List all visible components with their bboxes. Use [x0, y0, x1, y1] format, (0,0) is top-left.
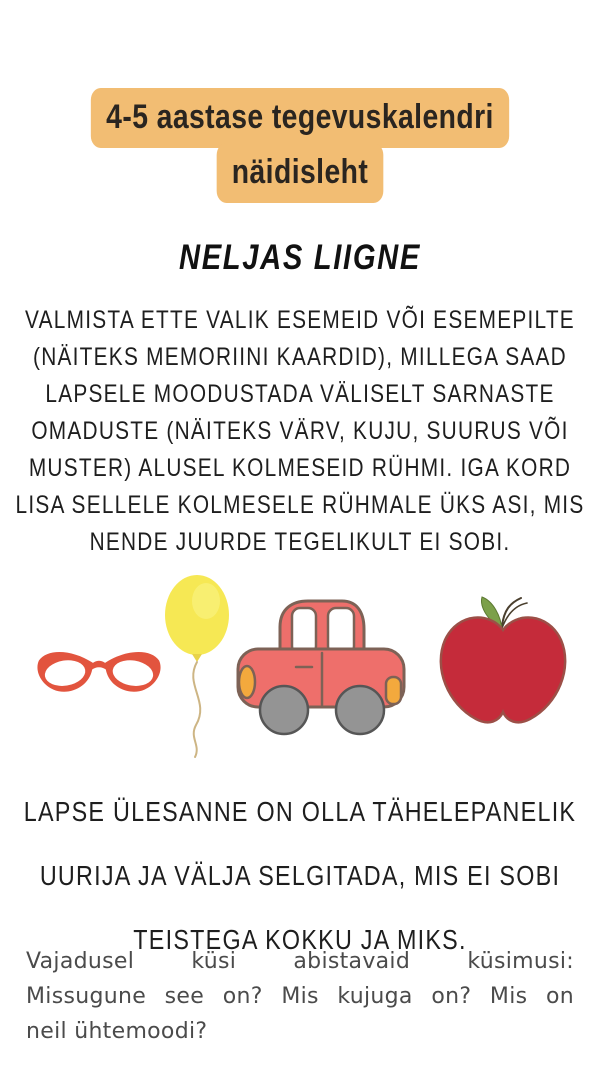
title-row-1 [0, 88, 600, 149]
intro-line-4: OMADUSTE (NÄITEKS VÄRV, KUJU, SUURUS VÕI [31, 417, 569, 445]
glasses-svg [36, 644, 162, 708]
title-line-2: näidisleht [217, 143, 383, 203]
title-row-2 [0, 143, 600, 204]
footer-line-2: Missugune see on? Mis kujuga on? Mis on [26, 984, 574, 1009]
intro-line-7: NENDE JUURDE TEGELIKULT EI SOBI. [89, 528, 511, 556]
glasses-image [36, 644, 162, 708]
page-title [0, 88, 600, 204]
intro-paragraph [0, 302, 600, 561]
task-line-3: TEISTEGA KOKKU JA MIKS. [133, 924, 467, 955]
apple-image [428, 596, 578, 736]
intro-line-5: MUSTER) ALUSEL KOLMESEID RÜHMI. IGA KORD [28, 454, 572, 482]
balloon-image [156, 572, 238, 760]
intro-line-1: VALMISTA ETTE VALIK ESEMEID VÕI ESEMEPILTE [25, 306, 575, 334]
balloon-svg [156, 572, 238, 760]
section-heading: NELJAS LIIGNE [178, 238, 422, 277]
footer-line-1: Vajadusel küsi abistavaid küsimusi: [26, 949, 574, 974]
intro-line-2: (NÄITEKS MEMORIINI KAARDID), MILLEGA SAAD [33, 343, 567, 371]
task-line-1: LAPSE ÜLESANNE ON OLLA TÄHELEPANELIK [23, 796, 577, 827]
helper-questions [26, 944, 574, 1049]
title-line-1: 4-5 aastase tegevuskalendri [91, 88, 509, 148]
intro-line-6: LISA SELLELE KOLMESELE RÜHMALE ÜKS ASI, MIS [15, 491, 585, 519]
car-svg [236, 593, 406, 740]
footer-line-3: neil ühtemoodi? [26, 1019, 208, 1044]
car-image [236, 593, 406, 740]
intro-line-3: LAPSELE MOODUSTADA VÄLISELT SARNASTE [45, 380, 555, 408]
apple-svg [428, 596, 578, 736]
task-line-2: UURIJA JA VÄLJA SELGITADA, MIS EI SOBI [39, 860, 561, 891]
